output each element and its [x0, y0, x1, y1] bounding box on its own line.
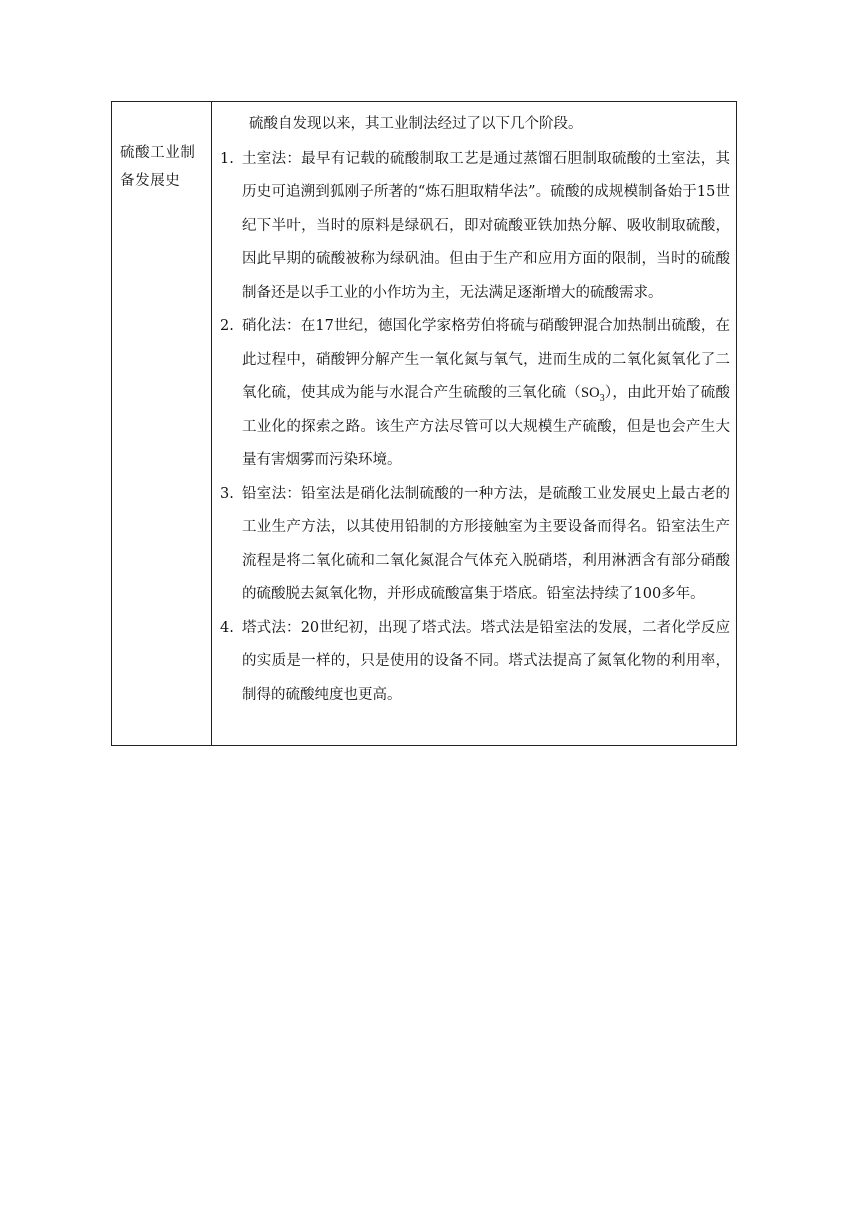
- content-cell: [212, 102, 737, 746]
- list-item: [220, 143, 730, 311]
- intro-paragraph: 硫酸自发现以来，其工业制法经过了以下几个阶段。: [249, 116, 583, 132]
- history-table: [111, 101, 737, 746]
- row-label: 硫酸工业制备发展史: [120, 145, 196, 189]
- item-text: 土室法：最早有记载的硫酸制取工艺是通过蒸馏石胆制取硫酸的土室法，其历史可追溯到狐刚子所著的“炼石胆取精华法”。硫酸的成规模制备始于15世纪下半叶，当时的原料是绿矾石，即对硫酸亚铁加热分解、吸收制取硫酸，因此早期的硫酸被称为绿矾油。但由于生产和应用方面的限制，当时的硫酸制备还是以手工业的小作坊为主，无法满足逐渐增大的硫酸需求。: [242, 150, 730, 301]
- content-body: [212, 102, 736, 712]
- list-item: [220, 478, 730, 612]
- row-label-cell: [112, 102, 212, 746]
- table-row: [112, 102, 737, 746]
- item-text-part: ），由此开始了硫酸工业化的探索之路。该生产方法尽管可以大规模生产硫酸，但是也会产生大量有害烟雾而污染环境。: [242, 385, 731, 468]
- item-number: 2.: [220, 318, 234, 334]
- item-text: 铅室法：铅室法是硝化法制硫酸的一种方法，是硫酸工业发展史上最古老的工业生产方法，以其使用铅制的方形接触室为主要设备而得名。铅室法生产流程是将二氧化硫和二氧化氮混合气体充入脱硝塔，利用淋洒含有部分硝酸的硫酸脱去氮氧化物，并形成硫酸富集于塔底。铅室法持续了100多年。: [242, 485, 730, 602]
- list-item: [220, 310, 730, 478]
- formula-so3: [581, 385, 605, 404]
- item-text: 塔式法：20世纪初，出现了塔式法。塔式法是铅室法的发展，二者化学反应的实质是一样的，只是使用的设备不同。塔式法提高了氮氧化物的利用率，制得的硫酸纯度也更高。: [242, 619, 730, 703]
- formula-subscript: 3: [599, 392, 605, 404]
- list-item: [220, 612, 730, 713]
- item-number: 1.: [220, 150, 234, 167]
- item-text: [242, 310, 730, 478]
- item-number: 4.: [220, 619, 234, 636]
- item-text-part: 硝化法：在17世纪，德国化学家格劳伯将硫与硝酸钾混合加热制出硫酸，在此过程中，硝酸钾分解产生一氧化氮与氧气，进而生成的二氧化氮氧化了二氧化硫，使其成为能与水混合产生硫酸的三氧化硫（: [242, 318, 730, 401]
- formula-main: SO: [581, 385, 600, 401]
- item-number: 3.: [220, 485, 234, 502]
